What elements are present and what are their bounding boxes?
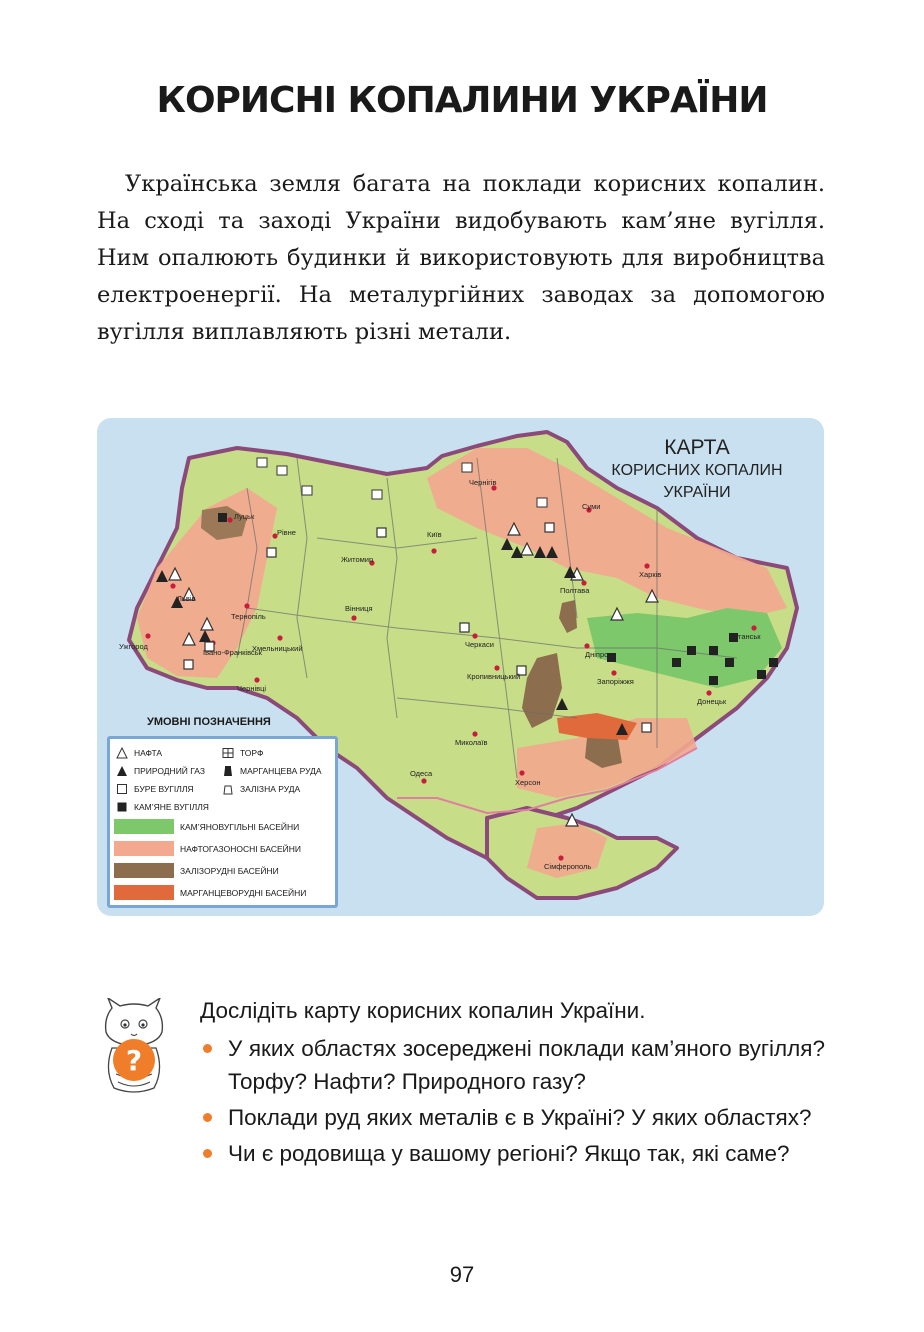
task-lead: Дослідіть карту корисних копалин України.: [200, 998, 646, 1023]
city-label-khmelnytskyi: Хмельницький: [252, 644, 303, 653]
city-label-lutsk: Луцьк: [234, 512, 255, 521]
minerals-map: [97, 418, 824, 916]
city-label-simferopol: Сімферополь: [544, 862, 592, 871]
legend-label-manganese-ore: МАРГАНЦЕВА РУДА: [240, 766, 322, 776]
coal-basin-swatch: [114, 819, 174, 834]
peat-icon: [222, 747, 234, 759]
city-label-kropyvnytskyi: Кропивницький: [467, 672, 521, 681]
map-title: КАРТА: [664, 436, 730, 459]
legend-label-manganese-basins: МАРГАНЦЕВОРУДНІ БАСЕЙНИ: [180, 887, 307, 898]
city-label-kherson: Херсон: [515, 778, 541, 787]
legend-label-iron-ore: ЗАЛІЗНА РУДА: [240, 784, 301, 794]
question-item: Поклади руд яких металів є в Україні? У яких областях?: [200, 1101, 825, 1134]
legend-band-coal-basins: [114, 819, 328, 834]
city-label-vinnytsia: Вінниця: [345, 604, 373, 613]
city-label-chernihiv: Чернігів: [469, 478, 497, 487]
city-label-ternopil: Тернопіль: [231, 612, 266, 621]
legend-band-manganese-basins: [114, 885, 328, 900]
legend-band-oil-gas-basins: [114, 841, 328, 856]
city-label-dnipro: Дніпро: [585, 650, 609, 659]
legend-label-oil: НАФТА: [134, 748, 163, 758]
page-title: КОРИСНІ КОПАЛИНИ УКРАЇНИ: [156, 80, 768, 121]
legend-label-hard-coal: КАМ’ЯНЕ ВУГІЛЛЯ: [134, 802, 209, 812]
legend-label-peat: ТОРФ: [240, 748, 264, 758]
city-label-cherkasy: Черкаси: [465, 640, 494, 649]
legend-item-gas: [116, 765, 205, 777]
question-item: Чи є родовища у вашому регіоні? Якщо так, які саме?: [200, 1137, 825, 1170]
legend-label-brown-coal: БУРЕ ВУГІЛЛЯ: [134, 784, 194, 794]
legend: [107, 736, 338, 908]
legend-heading: УМОВНІ ПОЗНАЧЕННЯ: [147, 716, 271, 728]
city-label-mykolaiv: Миколаїв: [455, 738, 488, 747]
city-label-odesa: Одеса: [410, 769, 433, 778]
city-label-sumy: Суми: [582, 502, 601, 511]
map-subtitle-line1: КОРИСНИХ КОПАЛИН: [611, 462, 783, 479]
city-label-lviv: Львів: [177, 594, 196, 603]
legend-item-peat: [222, 747, 263, 759]
svg-text:?: ?: [125, 1044, 143, 1077]
city-label-uzhhorod: Ужгород: [119, 642, 148, 651]
iron-ore-icon: [222, 783, 234, 795]
city-label-zhytomyr: Житомир: [341, 555, 374, 564]
legend-item-manganese-ore: [222, 765, 322, 777]
page-number: 97: [449, 1262, 475, 1287]
question-item: У яких областях зосереджені поклади кам’яного вугілля? Торфу? Нафти? Природного газу?: [200, 1032, 825, 1098]
legend-item-hard-coal: [116, 801, 209, 813]
legend-label-gas: ПРИРОДНИЙ ГАЗ: [134, 766, 206, 776]
city-label-kyiv: Київ: [427, 530, 442, 539]
legend-item-iron-ore: [222, 783, 300, 795]
intro-paragraph: Українська земля багата на поклади корисних копалин. На сході та заході України видобувають кам’яне вугілля. Ним опалюють будинки й використовують для виробництва електроенергії. На металургійних заводах за допомогою вугілля виплавляють різні метали.: [97, 171, 825, 345]
city-label-chernivtsi: Чернівці: [237, 684, 267, 693]
city-label-luhansk: Луганськ: [730, 632, 761, 641]
manganese-basin-swatch: [114, 885, 174, 900]
legend-label-coal-basins: КАМ’ЯНОВУГІЛЬНІ БАСЕЙНИ: [180, 821, 300, 832]
brown-coal-square-icon: [116, 783, 128, 795]
legend-item-oil: [116, 747, 162, 759]
legend-label-oil-gas-basins: НАФТОГАЗОНОСНІ БАСЕЙНИ: [180, 843, 301, 854]
question-list: [200, 1032, 825, 1173]
city-label-donetsk: Донецьк: [697, 697, 727, 706]
legend-item-brown-coal: [116, 783, 194, 795]
cat-question-icon: [98, 998, 170, 1096]
oil-triangle-icon: [116, 747, 128, 759]
city-label-poltava: Полтава: [560, 586, 590, 595]
iron-ore-basin-swatch: [114, 863, 174, 878]
legend-label-iron-ore-basins: ЗАЛІЗОРУДНІ БАСЕЙНИ: [180, 865, 279, 876]
gas-triangle-icon: [116, 765, 128, 777]
intro-text: [97, 166, 825, 351]
map-title-block: [597, 436, 797, 504]
city-label-ivano-frankivsk: Івано-Франківськ: [203, 648, 262, 657]
city-label-zaporizhzhia: Запоріжжя: [597, 677, 634, 686]
city-label-rivne: Рівне: [277, 528, 296, 537]
hard-coal-square-icon: [116, 801, 128, 813]
legend-band-iron-ore-basins: [114, 863, 328, 878]
oil-gas-basin-swatch: [114, 841, 174, 856]
manganese-ore-icon: [222, 765, 234, 777]
city-label-kharkiv: Харків: [639, 570, 662, 579]
map-subtitle-line2: УКРАЇНИ: [663, 484, 731, 501]
